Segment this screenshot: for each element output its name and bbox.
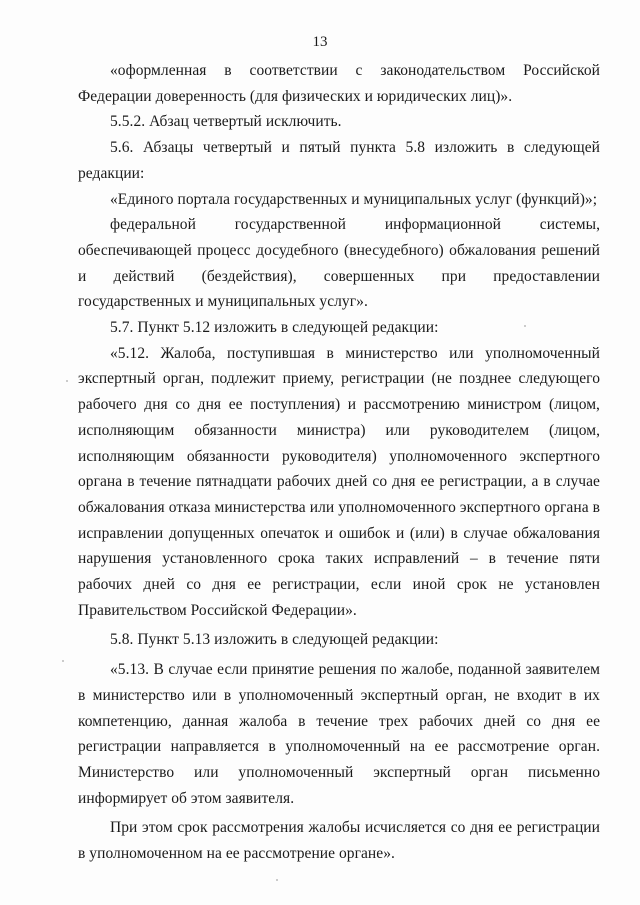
paragraph-quote-5-13: «5.13. В случае если принятие решения по жалобе, поданной заявителем в министерство или в уполномоченный экспертный орган, не входит в их компетенцию, данная жалоба в течение трех рабочих дней со дня ее регистрации направляется в уполномоченный на ее рассмотрение орган. Министерство или уполномоченный экспертный орган письменно информирует об этом заявителя. bbox=[78, 661, 600, 807]
scan-speck bbox=[66, 380, 68, 382]
scan-speck bbox=[276, 879, 278, 881]
paragraph-federal-info-system: федеральной государственной информационной системы, обеспечивающей процесс досудебного (внесудебного) обжалования решений и действий (бездействия), совершенных при предоставлении государственных и муниципальных услуг». bbox=[78, 216, 600, 311]
paragraph-quote-5-12: «5.12. Жалоба, поступившая в министерство или уполномоченный экспертный орган, подлежит приему, регистрации (не позднее следующего рабочего дня со дня ее поступления) и рассмотрению министром (лицом, исполняющим обязанности министра) или руководителем (лицом, исполняющим обязанности руководителя) уполномоченного экспертного органа в течение пятнадцати рабочих дней со дня ее регистрации, а в случае обжалования отказа министерства или уполномоченного экспертного органа в исправлении допущенных опечаток и ошибок и (или) в случае обжалования нарушения установленного срока таких исправлений – в течение пяти рабочих дней со дня ее регистрации, если иной срок не установлен Правительством Российской Федерации». bbox=[78, 344, 600, 619]
page-number: 13 bbox=[312, 34, 328, 50]
paragraph-continuation-power-of-attorney: «оформленная в соответствии с законодательством Российской Федерации доверенность (для физических и юридических лиц)». bbox=[78, 62, 600, 105]
paragraph-5-6: 5.6. Абзацы четвертый и пятый пункта 5.8 изложить в следующей редакции: bbox=[78, 139, 600, 182]
paragraph-review-period: При этом срок рассмотрения жалобы исчисляется со дня ее регистрации в уполномоченном на ее рассмотрение органе». bbox=[78, 819, 600, 863]
paragraph-5-8: 5.8. Пункт 5.13 изложить в следующей редакции: bbox=[110, 631, 439, 649]
scan-speck bbox=[524, 325, 526, 327]
paragraph-5-7: 5.7. Пункт 5.12 изложить в следующей редакции: bbox=[110, 319, 439, 337]
paragraph-quote-unified-portal: «Единого портала государственных и муниципальных услуг (функций)»; bbox=[110, 190, 598, 208]
document-body bbox=[78, 58, 600, 867]
scan-speck bbox=[62, 660, 64, 662]
paragraph-5-5-2: 5.5.2. Абзац четвертый исключить. bbox=[110, 113, 342, 131]
